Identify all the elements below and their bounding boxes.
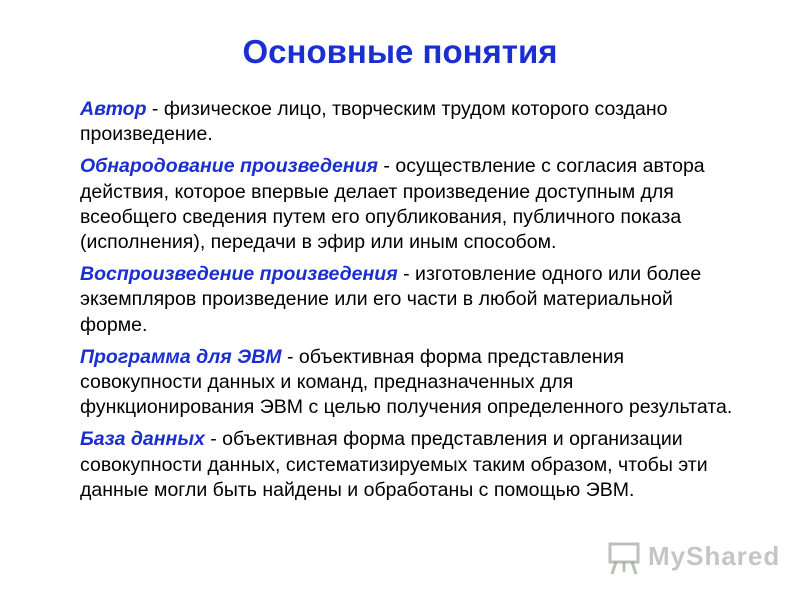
definition-computer-program-text: - объективная форма представления совокупности данных и команд, предназначенных для функционирования ЭВМ с целью получения определенного результата. (80, 345, 733, 419)
definition-publication (80, 154, 740, 255)
definition-author-text: - физическое лицо, творческим трудом которого создано произведение. (80, 98, 668, 146)
presentation-board-icon (606, 538, 776, 578)
term-author: Автор (80, 98, 147, 120)
term-publication: Обнародование произведения (80, 155, 379, 178)
definition-reproduction-text: - изготовление одного или более экземпляров произведение или его части в любой материальной форме. (80, 263, 702, 336)
watermark (606, 538, 781, 578)
watermark-text: MyShared (648, 541, 781, 571)
definition-publication-text: - осуществление с согласия автора действия, которое впервые делает произведение доступным для всеобщего сведения путем его опубликования, публичного показа (исполнения), передачи в эфир или иным способом. (80, 155, 705, 254)
definition-database-text: - объективная форма представления и организации совокупности данных, систематизируемых таким образом, чтобы эти данные могли быть найдены и обработаны с помощью ЭВМ. (80, 428, 708, 501)
term-database: База данных (80, 428, 205, 451)
definition-computer-program (80, 345, 740, 421)
page-title: Основные понятия (242, 33, 558, 70)
definitions-list (80, 97, 740, 510)
definition-reproduction (80, 262, 740, 338)
term-reproduction: Воспроизведение произведения (80, 263, 398, 286)
definition-author (80, 97, 740, 147)
definition-database (80, 427, 740, 503)
term-computer-program: Программа для ЭВМ (80, 345, 282, 368)
